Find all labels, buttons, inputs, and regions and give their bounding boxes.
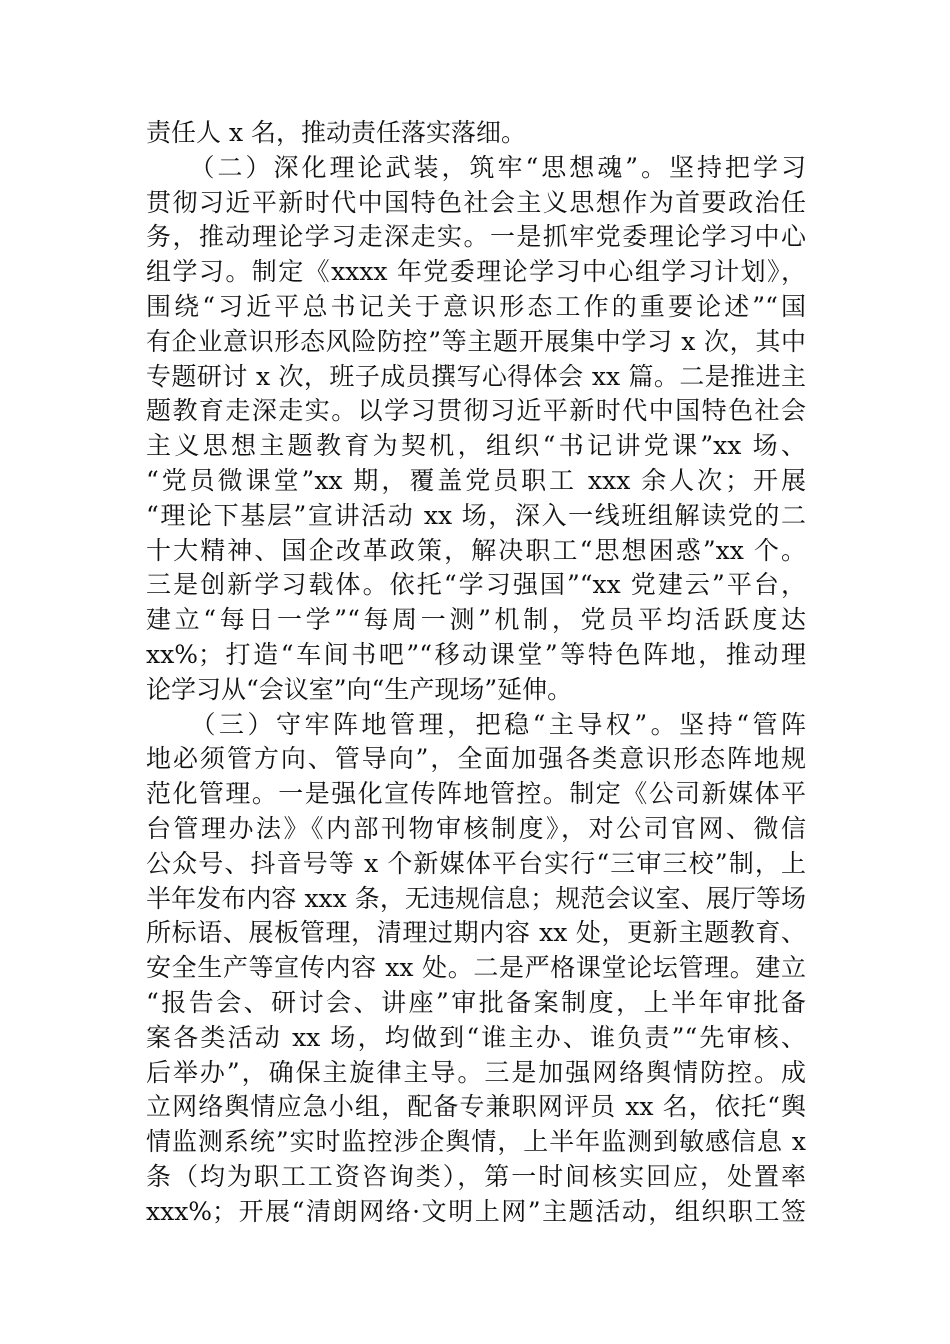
- text-line: 贯彻习近平新时代中国特色社会主义思想作为首要政治任: [146, 187, 806, 217]
- text-line: 论学习从“会议室”向“生产现场”延伸。: [146, 674, 573, 704]
- text-line: 务，推动理论学习走深走实。一是抓牢党委理论学习中心: [146, 222, 806, 252]
- text-line: 三是创新学习载体。依托“学习强国”“xx 党建云”平台，: [146, 570, 806, 600]
- text-line: xx%；打造“车间书吧”“移动课堂”等特色阵地，推动理: [146, 639, 806, 669]
- text-line: 地必须管方向、管导向”，全面加强各类意识形态阵地规: [146, 744, 806, 774]
- text-line: （三）守牢阵地管理，把稳“主导权”。坚持“管阵: [146, 709, 806, 739]
- text-line: 责任人 x 名，推动责任落实落细。: [146, 118, 526, 147]
- text-line: 案各类活动 xx 场，均做到“谁主办、谁负责”“先审核、: [146, 1022, 806, 1052]
- text-line: 台管理办法》《内部刊物审核制度》，对公司官网、微信: [146, 813, 806, 843]
- text-line: 情监测系统”实时监控涉企舆情，上半年监测到敏感信息 x: [146, 1127, 806, 1157]
- body-text: [146, 116, 806, 1230]
- text-line: 建立“每日一学”“每周一测”机制，党员平均活跃度达: [146, 605, 806, 635]
- text-line: 条（均为职工工资咨询类），第一时间核实回应，处置率: [146, 1161, 806, 1191]
- text-line: 专题研讨 x 次，班子成员撰写心得体会 xx 篇。二是推进主: [146, 361, 806, 391]
- text-line: 十大精神、国企改革政策，解决职工“思想困惑”xx 个。: [146, 535, 806, 565]
- text-line: 范化管理。一是强化宣传阵地管控。制定《公司新媒体平: [146, 779, 806, 809]
- text-line: “报告会、研讨会、讲座”审批备案制度，上半年审批备: [146, 987, 806, 1017]
- text-line: 有企业意识形态风险防控”等主题开展集中学习 x 次，其中: [146, 326, 806, 356]
- text-line: 立网络舆情应急小组，配备专兼职网评员 xx 名，依托“舆: [146, 1092, 806, 1122]
- text-line: 安全生产等宣传内容 xx 处。二是严格课堂论坛管理。建立: [146, 953, 806, 983]
- text-line: 公众号、抖音号等 x 个新媒体平台实行“三审三校”制，上: [146, 848, 806, 878]
- text-line: （二）深化理论武装，筑牢“思想魂”。坚持把学习: [146, 152, 806, 182]
- text-line: 组学习。制定《xxxx 年党委理论学习中心组学习计划》，: [146, 257, 806, 287]
- text-line: “理论下基层”宣讲活动 xx 场，深入一线班组解读党的二: [146, 500, 806, 530]
- text-line: “党员微课堂”xx 期，覆盖党员职工 xxx 余人次；开展: [146, 465, 806, 495]
- text-line: xxx%；开展“清朗网络·文明上网”主题活动，组织职工签: [146, 1196, 806, 1226]
- text-line: 所标语、展板管理，清理过期内容 xx 处，更新主题教育、: [146, 918, 806, 948]
- text-line: 围绕“习近平总书记关于意识形态工作的重要论述”“国: [146, 291, 806, 321]
- text-line: 主义思想主题教育为契机，组织“书记讲党课”xx 场、: [146, 431, 806, 461]
- text-line: 后举办”，确保主旋律主导。三是加强网络舆情防控。成: [146, 1057, 806, 1087]
- text-line: 半年发布内容 xxx 条，无违规信息；规范会议室、展厅等场: [146, 883, 806, 913]
- text-line: 题教育走深走实。以学习贯彻习近平新时代中国特色社会: [146, 396, 806, 426]
